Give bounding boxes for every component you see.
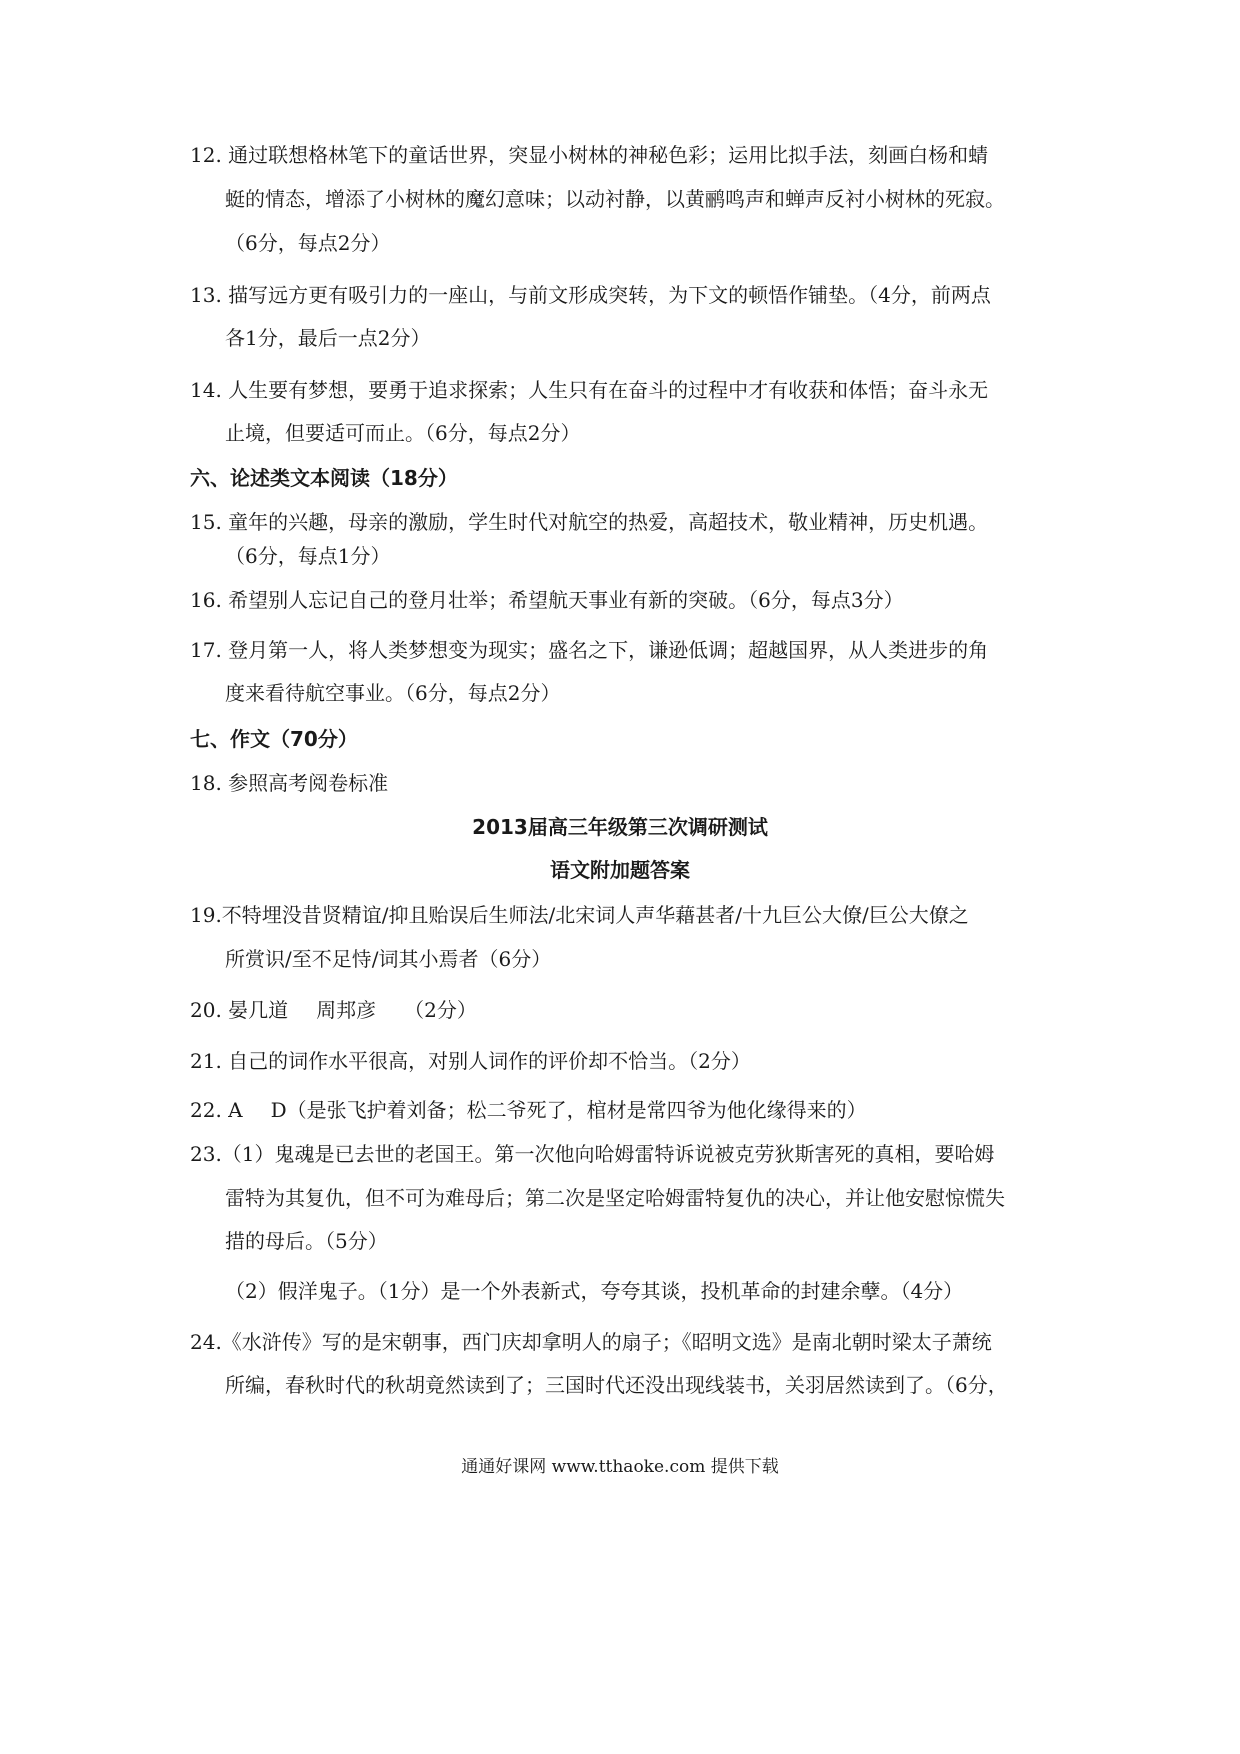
- item-12-line-3: （6分，每点2分）: [225, 231, 391, 255]
- item-14-line-1: 14. 人生要有梦想，要勇于追求探索；人生只有在奋斗的过程中才有收获和体悟；奋斗永无: [190, 378, 989, 402]
- item-13-line-1: 13. 描写远方更有吸引力的一座山，与前文形成突转，为下文的顿悟作铺垫。（4分，前两点: [190, 283, 991, 307]
- item-15-line-2: （6分，每点1分）: [225, 544, 391, 568]
- appendix-title: 2013届高三年级第三次调研测试: [472, 815, 768, 839]
- item-24-line-2: 所编，春秋时代的秋胡竟然读到了；三国时代还没出现线装书，关羽居然读到了。（6分，: [225, 1373, 1008, 1397]
- item-13-number: 13.: [190, 283, 222, 307]
- item-16-line-1: 16. 希望别人忘记自己的登月壮举；希望航天事业有新的突破。（6分，每点3分）: [190, 588, 904, 612]
- item-15-number: 15.: [190, 510, 222, 534]
- item-18-number: 18.: [190, 771, 222, 795]
- item-14-number: 14.: [190, 378, 222, 402]
- item-17-line-2: 度来看待航空事业。（6分，每点2分）: [225, 681, 561, 705]
- item-23-line-2: 雷特为其复仇，但不可为难母后；第二次是坚定哈姆雷特复仇的决心，并让他安慰惊慌失: [225, 1186, 1005, 1210]
- item-18-line: 18. 参照高考阅卷标准: [190, 771, 389, 795]
- item-22-number: 22.: [190, 1098, 222, 1122]
- item-20-number: 20.: [190, 998, 222, 1022]
- item-12-line-1: 12. 通过联想格林笔下的童话世界，突显小树林的神秘色彩；运用比拟手法，刻画白杨和蜻: [190, 143, 989, 167]
- item-17-line-1: 17. 登月第一人，将人类梦想变为现实；盛名之下，谦逊低调；超越国界，从人类进步的角: [190, 638, 989, 662]
- item-17-number: 17.: [190, 638, 222, 662]
- item-19-line-2: 所赏识/至不足恃/词其小焉者（6分）: [225, 947, 552, 971]
- item-21-line: 21. 自己的词作水平很高，对别人词作的评价却不恰当。（2分）: [190, 1049, 751, 1073]
- item-16-number: 16.: [190, 588, 222, 612]
- appendix-subtitle: 语文附加题答案: [550, 858, 690, 882]
- item-23-line-1: 23.（1）鬼魂是已去世的老国王。第一次他向哈姆雷特诉说被克劳狄斯害死的真相，要哈姆: [190, 1142, 995, 1166]
- item-20-line: 20. 晏几道 周邦彦 （2分）: [190, 998, 477, 1022]
- footer-credit: 通通好课网 www.tthaoke.com 提供下载: [461, 1457, 779, 1477]
- item-22-line: 22. A D（是张飞护着刘备；松二爷死了，棺材是常四爷为他化缘得来的）: [190, 1098, 867, 1122]
- item-24-line-1: 24.《水浒传》写的是宋朝事，西门庆却拿明人的扇子；《昭明文选》是南北朝时梁太子萧统: [190, 1330, 992, 1354]
- item-23-line-4: （2）假洋鬼子。（1分）是一个外表新式，夸夸其谈，投机革命的封建余孽。（4分）: [225, 1279, 964, 1303]
- item-19-line-1: 19.不特埋没昔贤精谊/抑且贻误后生师法/北宋词人声华藉甚者/十九巨公大僚/巨公大僚之: [190, 903, 969, 927]
- item-15-line-1: 15. 童年的兴趣，母亲的激励，学生时代对航空的热爱，高超技术，敬业精神，历史机遇。: [190, 510, 989, 534]
- section-7-heading: 七、作文（70分）: [190, 727, 358, 751]
- item-13-line-2: 各1分，最后一点2分）: [225, 326, 431, 350]
- item-12-line-2: 蜓的情态，增添了小树林的魔幻意味；以动衬静，以黄鹂鸣声和蝉声反衬小树林的死寂。: [225, 187, 1005, 211]
- item-14-line-2: 止境，但要适可而止。（6分，每点2分）: [225, 421, 581, 445]
- item-21-number: 21.: [190, 1049, 222, 1073]
- item-23-line-3: 措的母后。（5分）: [225, 1229, 388, 1253]
- item-12-number: 12.: [190, 143, 222, 167]
- section-6-heading: 六、论述类文本阅读（18分）: [190, 466, 458, 490]
